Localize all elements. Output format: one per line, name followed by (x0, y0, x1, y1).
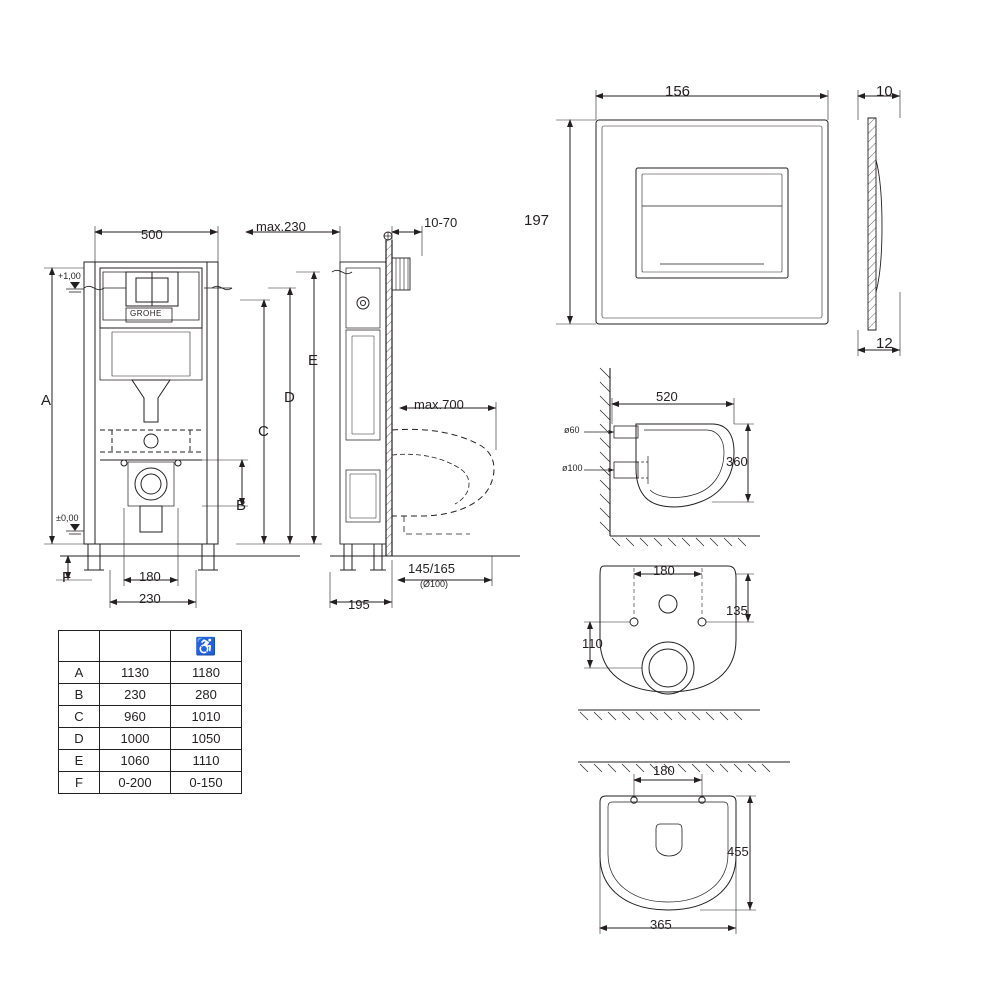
dim-label-plate-156: 156 (665, 83, 691, 100)
table-header-blank2 (100, 631, 171, 662)
dim-label-front-500: 500 (141, 227, 163, 242)
dim-label-plate-10: 10 (876, 83, 893, 100)
row-standard: 960 (100, 706, 171, 728)
brand-logo: GROHE (130, 309, 162, 318)
dim-label-side-195: 195 (348, 597, 370, 612)
dimension-table (58, 630, 242, 794)
dim-label-front-d: D (284, 389, 295, 406)
dim-label-side-dia100: (Ø100) (420, 579, 449, 589)
dim-label-back-180: 180 (653, 563, 675, 578)
dim-label-plate-12: 12 (876, 335, 893, 352)
dim-label-back-135: 135 (726, 603, 748, 618)
dim-label-front-e: E (308, 352, 319, 369)
table-row (59, 684, 242, 706)
dim-label-wc-dia100: ø100 (562, 463, 583, 473)
wheelchair-icon: ♿ (171, 631, 242, 662)
dim-label-front-b: B (236, 497, 247, 514)
row-accessible: 0-150 (171, 772, 242, 794)
dim-label-wc-dia60: ø60 (564, 425, 580, 435)
dim-label-front-f: F (62, 569, 72, 586)
dim-label-front-c: C (258, 423, 269, 440)
dim-label-front-a: A (41, 392, 52, 409)
table-row (59, 728, 242, 750)
row-accessible: 1180 (171, 662, 242, 684)
table-row (59, 772, 242, 794)
dim-label-seat-455: 455 (727, 844, 749, 859)
row-key: A (59, 662, 100, 684)
table-header-row (59, 631, 242, 662)
row-key: E (59, 750, 100, 772)
row-key: D (59, 728, 100, 750)
dim-label-wc-360: 360 (726, 454, 748, 469)
row-standard: 1060 (100, 750, 171, 772)
row-accessible: 280 (171, 684, 242, 706)
dim-label-front-180: 180 (139, 569, 161, 584)
dim-label-seat-180: 180 (653, 763, 675, 778)
row-standard: 230 (100, 684, 171, 706)
dim-label-front-zero: ±0,00 (56, 513, 79, 523)
table-row (59, 662, 242, 684)
row-standard: 1130 (100, 662, 171, 684)
table-row (59, 750, 242, 772)
dim-label-side-max700: max.700 (414, 397, 464, 412)
row-key: F (59, 772, 100, 794)
dim-label-side-max230: max.230 (256, 219, 306, 234)
row-key: C (59, 706, 100, 728)
row-accessible: 1050 (171, 728, 242, 750)
dim-label-wc-520: 520 (656, 389, 678, 404)
table-row (59, 706, 242, 728)
row-key: B (59, 684, 100, 706)
row-standard: 0-200 (100, 772, 171, 794)
dim-label-seat-365: 365 (650, 917, 672, 932)
dim-label-front-230: 230 (139, 591, 161, 606)
dim-label-side-10-70: 10-70 (424, 215, 458, 230)
row-standard: 1000 (100, 728, 171, 750)
dim-label-plate-197: 197 (524, 212, 550, 229)
table-header-blank1 (59, 631, 100, 662)
row-accessible: 1010 (171, 706, 242, 728)
row-accessible: 1110 (171, 750, 242, 772)
dim-label-side-145-165: 145/165 (408, 561, 455, 576)
dim-label-back-110: 110 (582, 636, 603, 651)
dim-label-front-plus100: +1,00 (58, 271, 81, 281)
